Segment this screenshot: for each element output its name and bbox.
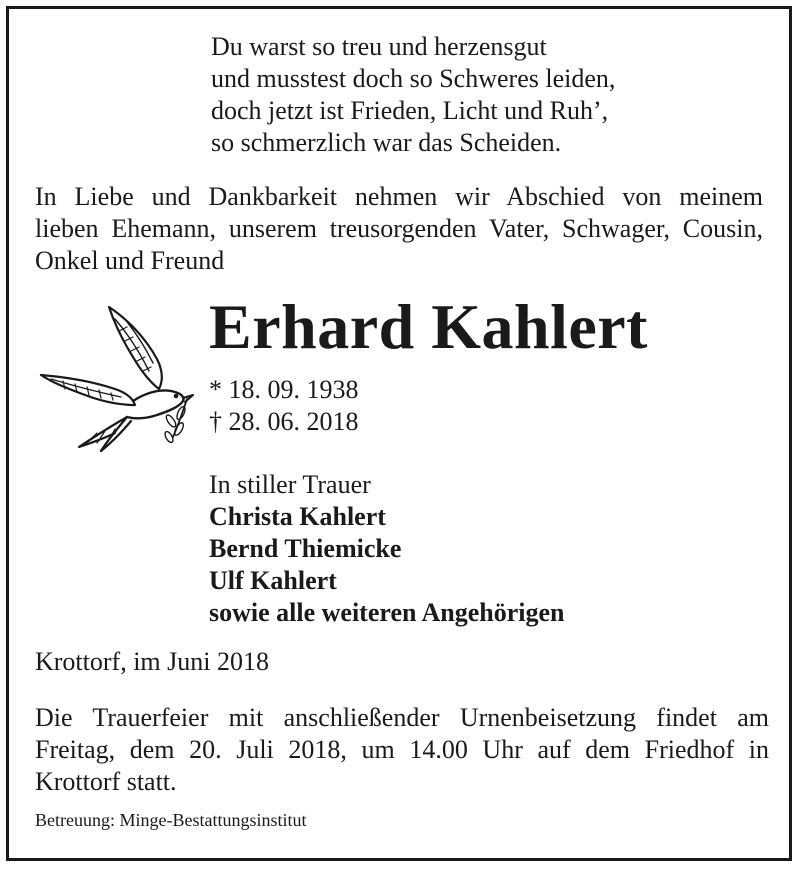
mourning-label: In stiller Trauer	[209, 470, 371, 499]
dove-with-olive-branch-icon	[35, 297, 205, 455]
funeral-service-info	[35, 702, 769, 798]
mourner-name: Ulf Kahlert	[209, 566, 337, 595]
mourner-name: Bernd Thiemicke	[209, 534, 402, 563]
service-line: Freitag, dem 20. Juli 2018, um 14.00 Uhr auf dem Friedhof in	[35, 735, 769, 764]
life-dates	[209, 374, 359, 438]
poem-line: und musstest doch so Schweres leiden,	[211, 64, 616, 93]
mourner-name: Christa Kahlert	[209, 502, 386, 531]
poem-line: so schmerzlich war das Scheiden.	[211, 128, 562, 157]
poem-line: Du warst so treu und herzensgut	[211, 32, 547, 61]
memorial-poem	[211, 31, 615, 159]
service-line: Die Trauerfeier mit anschließender Urnenbeisetzung findet am	[35, 703, 769, 732]
service-line: Krottorf statt.	[35, 767, 177, 796]
death-date: † 28. 06. 2018	[209, 407, 359, 436]
farewell-line: lieben Ehemann, unserem treusorgenden Vater, Schwager, Cousin,	[35, 214, 763, 243]
funeral-home-credit: Betreuung: Minge-Bestattungsinstitut	[35, 810, 307, 830]
farewell-line: In Liebe und Dankbarkeit nehmen wir Abschied von meinem	[35, 182, 763, 211]
deceased-name: Erhard Kahlert	[209, 291, 648, 362]
obituary-notice	[6, 6, 792, 861]
mourner-name: sowie alle weiteren Angehörigen	[209, 598, 565, 627]
farewell-text	[35, 181, 763, 277]
mourners-block	[209, 469, 565, 629]
birth-date: * 18. 09. 1938	[209, 375, 359, 404]
farewell-line: Onkel und Freund	[35, 246, 225, 275]
place-and-date: Krottorf, im Juni 2018	[35, 647, 269, 676]
poem-line: doch jetzt ist Frieden, Licht und Ruh’,	[211, 96, 609, 125]
